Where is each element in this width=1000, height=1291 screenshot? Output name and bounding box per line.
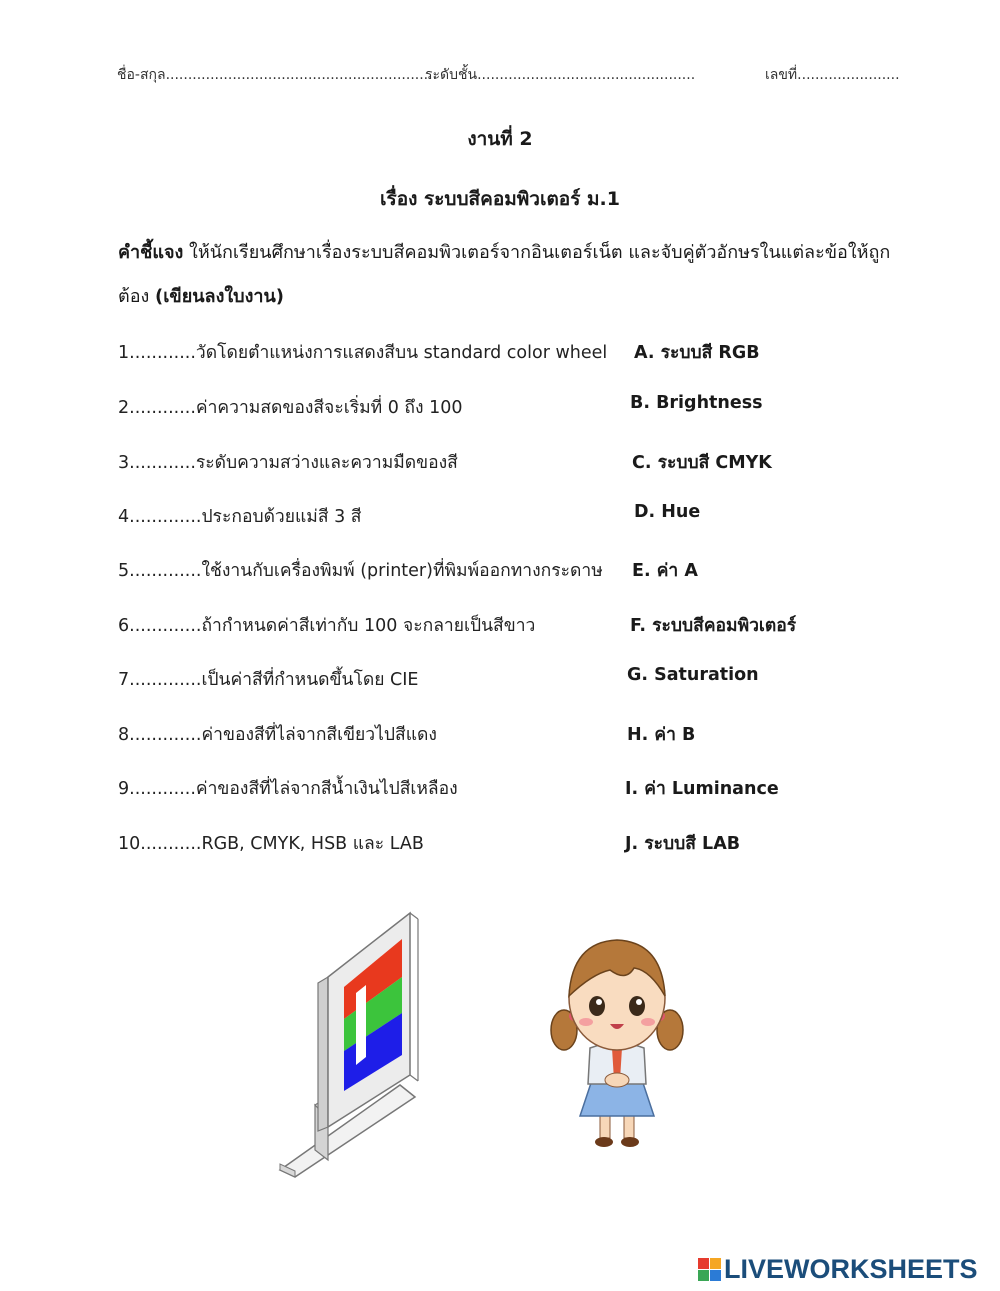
- question-5: 5.............ใช้งานกับเครื่องพิมพ์ (printer)ที่พิมพ์ออกทางกระดาษ: [118, 561, 603, 581]
- answer-g: G. Saturation: [627, 665, 759, 685]
- girl-illustration: [550, 930, 685, 1150]
- question-7: 7.............เป็นค่าสีที่กำหนดขึ้นโดย CIE: [118, 670, 419, 690]
- answer-d: D. Hue: [634, 502, 701, 522]
- instructions-text: ให้นักเรียนศึกษาเรื่องระบบสีคอมพิวเตอร์จากอินเตอร์เน็ต และจับคู่ตัวอักษรในแต่ละข้อให้ถูกต้อง: [118, 242, 891, 307]
- logo-text: LIVEWORKSHEETS: [724, 1253, 978, 1284]
- worksheet-title: งานที่ 2: [467, 128, 533, 150]
- answer-h: H. ค่า B: [627, 725, 696, 745]
- question-3: 3............ระดับความสว่างและความมืดของสี: [118, 453, 458, 473]
- instructions: [118, 231, 898, 319]
- answer-j: J. ระบบสี LAB: [625, 834, 741, 854]
- question-1: 1............วัดโดยตำแหน่งการแสดงสีบน standard color wheel: [118, 343, 608, 363]
- logo-block-l: [698, 1258, 709, 1269]
- logo-block-v: [698, 1270, 709, 1281]
- logo-block-e: [710, 1270, 721, 1281]
- answer-f: F. ระบบสีคอมพิวเตอร์: [630, 616, 797, 636]
- question-9: 9............ค่าของสีที่ไล่จากสีน้ำเงินไปสีเหลือง: [118, 779, 458, 799]
- answer-i: I. ค่า Luminance: [625, 779, 779, 799]
- question-4: 4.............ประกอบด้วยแม่สี 3 สี: [118, 507, 362, 527]
- question-8: 8.............ค่าของสีที่ไล่จากสีเขียวไปสีแดง: [118, 725, 437, 745]
- question-6: 6.............ถ้ากำหนดค่าสีเท่ากับ 100 จะกลายเป็นสีขาว: [118, 616, 536, 636]
- answer-b: B. Brightness: [630, 393, 763, 413]
- level-field-label: ระดับชั้น.................................................: [425, 67, 696, 83]
- question-10: 10...........RGB, CMYK, HSB และ LAB: [118, 834, 424, 854]
- answer-c: C. ระบบสี CMYK: [632, 453, 772, 473]
- worksheet-subtitle: เรื่อง ระบบสีคอมพิวเตอร์ ม.1: [380, 188, 620, 210]
- logo-block-i: [710, 1258, 721, 1269]
- instructions-note: (เขียนลงใบงาน): [155, 286, 285, 307]
- liveworksheets-logo: [698, 1254, 978, 1284]
- number-field-label: เลขที่.......................: [765, 67, 900, 83]
- logo-blocks: [698, 1258, 721, 1281]
- name-field-label: ชื่อ-สกุล.............................................................: [117, 67, 438, 83]
- instructions-label: คำชี้แจง: [118, 242, 184, 263]
- monitor-illustration: [270, 905, 430, 1180]
- question-2: 2............ค่าความสดของสีจะเริ่มที่ 0 ถึง 100: [118, 398, 463, 418]
- answer-a: A. ระบบสี RGB: [634, 343, 760, 363]
- answer-e: E. ค่า A: [632, 561, 698, 581]
